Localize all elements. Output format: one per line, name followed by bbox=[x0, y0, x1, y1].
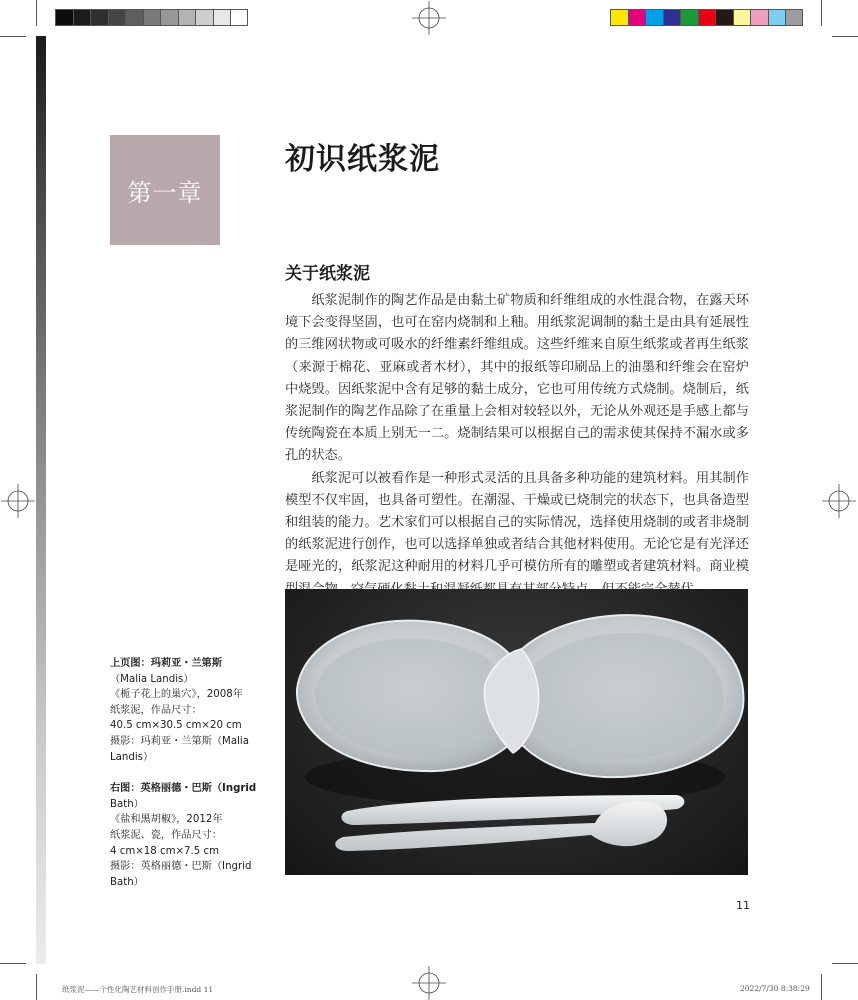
color-swatch bbox=[90, 9, 108, 26]
paragraph: 纸浆泥可以被看作是一种形式灵活的且具备多种功能的建筑材料。用其制作模型不仅牢固，也具备可塑性。在潮湿、干燥或已烧制完的状态下，也具备造型和组装的能力。艺术家们可以根据自己的实际情况，选择使用烧制的或者非烧制的纸浆泥进行创作，也可以选择单独或者结合其他材料使用。无论它是有光泽还是哑光的，纸浆泥这种耐用的材料几乎可模仿所有的雕塑或者建筑材料。商业模 bbox=[285, 470, 749, 575]
crop-mark bbox=[832, 963, 858, 964]
caption-line: 摄影：玛莉亚・兰第斯（Malia bbox=[110, 735, 249, 747]
caption-line: 摄影：英格丽德・巴斯（Ingrid bbox=[110, 861, 252, 873]
registration-mark-left-icon bbox=[1, 484, 35, 518]
body-text bbox=[285, 290, 749, 601]
caption-right-photo bbox=[110, 781, 265, 890]
color-swatch bbox=[73, 9, 91, 26]
caption-line: 纸浆泥，作品尺寸： bbox=[110, 704, 202, 716]
caption-line: 上页图：玛莉亚・兰第斯 bbox=[110, 658, 223, 669]
caption-previous-page bbox=[110, 656, 265, 765]
color-swatch bbox=[715, 9, 733, 26]
chapter-label-box bbox=[110, 135, 220, 245]
caption-line: （Malia Landis） bbox=[110, 673, 194, 685]
crop-mark bbox=[0, 963, 26, 964]
page-edge-gradient-bar bbox=[36, 36, 46, 964]
color-swatch bbox=[230, 9, 248, 26]
caption-line: 《栀子花上的巢穴》，2008年 bbox=[110, 689, 243, 701]
artwork-photo bbox=[285, 589, 748, 875]
color-swatch bbox=[733, 9, 751, 26]
caption-line: 《盐和黑胡椒》，2012年 bbox=[110, 814, 223, 826]
color-swatch bbox=[178, 9, 196, 26]
color-swatch bbox=[698, 9, 716, 26]
section-title: 关于纸浆泥 bbox=[285, 264, 370, 284]
color-swatch bbox=[680, 9, 698, 26]
cmyk-color-bar bbox=[610, 9, 803, 26]
photo-captions bbox=[110, 656, 265, 906]
caption-line: Bath） bbox=[110, 798, 144, 810]
page-number: 11 bbox=[736, 899, 750, 912]
grayscale-color-bar bbox=[55, 9, 248, 26]
color-swatch bbox=[610, 9, 628, 26]
crop-mark bbox=[36, 974, 37, 1000]
registration-mark-top-icon bbox=[412, 1, 446, 35]
chapter-label: 第一章 bbox=[127, 178, 203, 207]
color-swatch bbox=[108, 9, 126, 26]
color-swatch bbox=[628, 9, 646, 26]
color-swatch bbox=[663, 9, 681, 26]
caption-line: Bath） bbox=[110, 876, 144, 888]
caption-line: Landis） bbox=[110, 751, 154, 763]
caption-line: 4 cm×18 cm×7.5 cm bbox=[110, 845, 220, 857]
color-swatch bbox=[125, 9, 143, 26]
caption-line: 右图：英格丽德・巴斯（Ingrid bbox=[110, 783, 257, 795]
color-swatch bbox=[750, 9, 768, 26]
crop-mark bbox=[821, 0, 822, 26]
color-swatch bbox=[143, 9, 161, 26]
footer-file-name: 纸浆泥——个性化陶艺材料创作手册.indd 11 bbox=[62, 985, 214, 994]
color-swatch bbox=[160, 9, 178, 26]
color-swatch bbox=[645, 9, 663, 26]
caption-line: 40.5 cm×30.5 cm×20 cm bbox=[110, 720, 242, 732]
crop-mark bbox=[821, 974, 822, 1000]
crop-mark bbox=[36, 0, 37, 26]
registration-mark-right-icon bbox=[822, 484, 856, 518]
color-swatch bbox=[55, 9, 73, 26]
caption-line: 纸浆泥、瓷，作品尺寸： bbox=[110, 829, 223, 841]
color-swatch bbox=[785, 9, 803, 26]
crop-mark bbox=[832, 36, 858, 37]
porcelain-bowls-image bbox=[285, 589, 748, 875]
color-swatch bbox=[213, 9, 231, 26]
registration-mark-bottom-icon bbox=[412, 966, 446, 1000]
color-swatch bbox=[195, 9, 213, 26]
crop-mark bbox=[0, 36, 26, 37]
page-title: 初识纸浆泥 bbox=[285, 142, 440, 177]
color-swatch bbox=[768, 9, 786, 26]
paragraph: 纸浆泥制作的陶艺作品是由黏土矿物质和纤维组成的水性混合物，在露天环境下会变得坚固，也可在窑内烧制和上釉。用纸浆泥调制的黏土是由具有延展性的三维网状物或可吸水的纤维素纤维组成。这些纤维来自原生纸浆或者再生纸浆（来源于棉花、亚麻或者木材），其中的报纸等印刷品上的油墨和纤维会在窑炉中烧毁。因纸浆泥中含有足够的黏土成分，它也可用传统方式烧制。烧制后，纸浆泥制作的陶艺作品除了在重量上会相对较轻以外，无论从外观还是手感上都与传统陶瓷在本质上别无一二。烧制结果可以根据自己的需求使其保持不漏水或多孔的状态。 bbox=[285, 293, 749, 464]
footer-timestamp: 2022/7/30 8:38:29 bbox=[740, 984, 810, 993]
